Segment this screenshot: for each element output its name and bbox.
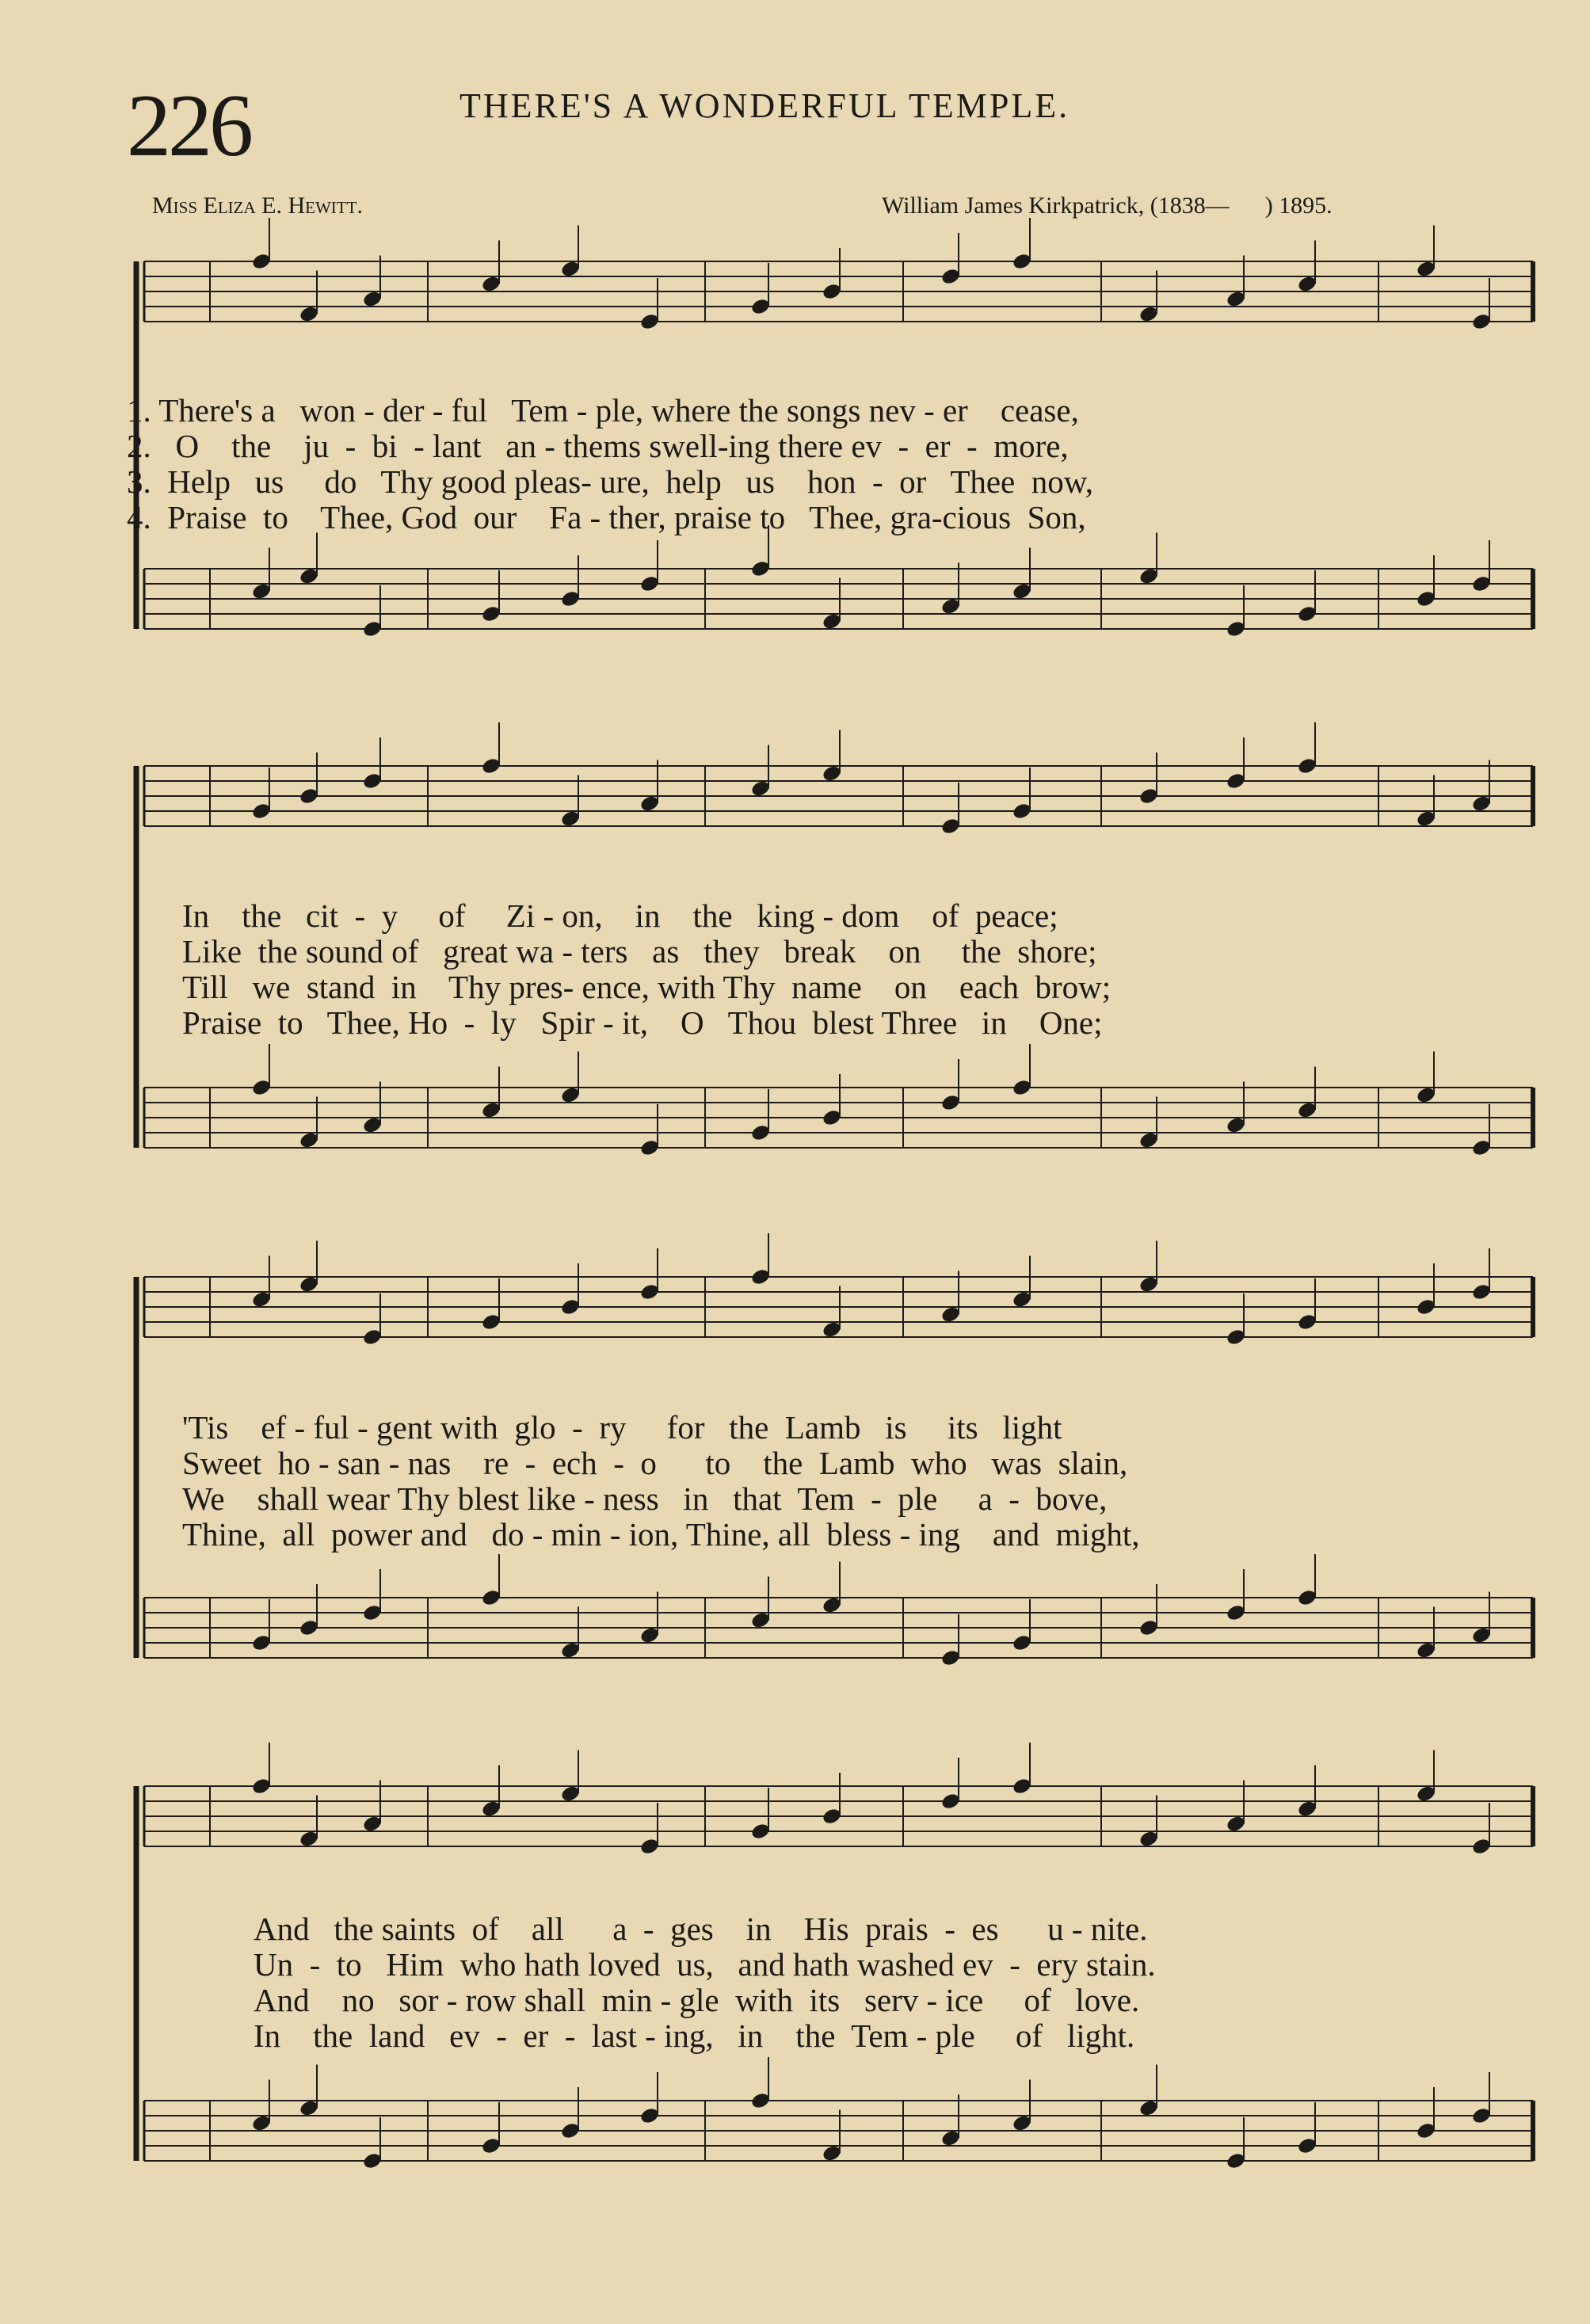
lyric-verse-2: Un - to Him who hath loved us, and hath washed ev - ery stain.: [254, 1946, 1156, 1983]
lyric-verse-1: And the saints of all a - ges in His prais - es u - nite.: [254, 1911, 1148, 1947]
lyric-verse-3: 3. Help us do Thy good pleas- ure, help us hon - or Thee now,: [127, 463, 1093, 500]
lyric-verse-4: In the land ev - er - last - ing, in the Tem - ple of light.: [254, 2017, 1135, 2054]
lyric-verse-3: We shall wear Thy blest like - ness in that Tem - ple a - bove,: [182, 1480, 1108, 1517]
lyric-verse-1: 1. There's a won - der - ful Tem - ple, where the songs nev - er cease,: [127, 392, 1079, 429]
lyric-verse-4: Praise to Thee, Ho - ly Spir - it, O Thou blest Three in One;: [182, 1004, 1103, 1041]
lyric-verse-2: Sweet ho - san - nas re - ech - o to the Lamb who was slain,: [182, 1445, 1128, 1481]
lyric-verse-4: 4. Praise to Thee, God our Fa - ther, praise to Thee, gra-cious Son,: [127, 499, 1086, 535]
lyric-verse-4: Thine, all power and do - min - ion, Thine, all bless - ing and might,: [182, 1516, 1140, 1553]
hymn-number: 226: [127, 77, 250, 175]
lyric-verse-2: Like the sound of great wa - ters as they break on the shore;: [182, 933, 1097, 970]
composer-credit: William James Kirkpatrick, (1838— ) 1895.: [882, 192, 1333, 219]
lyric-verse-3: And no sor - row shall min - gle with its serv - ice of love.: [254, 1982, 1140, 2018]
lyric-verse-1: In the cit - y of Zi - on, in the king - dom of peace;: [182, 897, 1058, 934]
hymn-title: THERE'S A WONDERFUL TEMPLE.: [459, 86, 1070, 125]
lyric-verse-1: 'Tis ef - ful - gent with glo - ry for the Lamb is its light: [182, 1409, 1062, 1446]
lyricist-credit: Miss Eliza E. Hewitt.: [152, 192, 363, 219]
lyric-verse-2: 2. O the ju - bi - lant an - thems swell-ing there ev - er - more,: [127, 428, 1069, 464]
lyric-verse-3: Till we stand in Thy pres- ence, with Thy name on each brow;: [182, 969, 1111, 1005]
